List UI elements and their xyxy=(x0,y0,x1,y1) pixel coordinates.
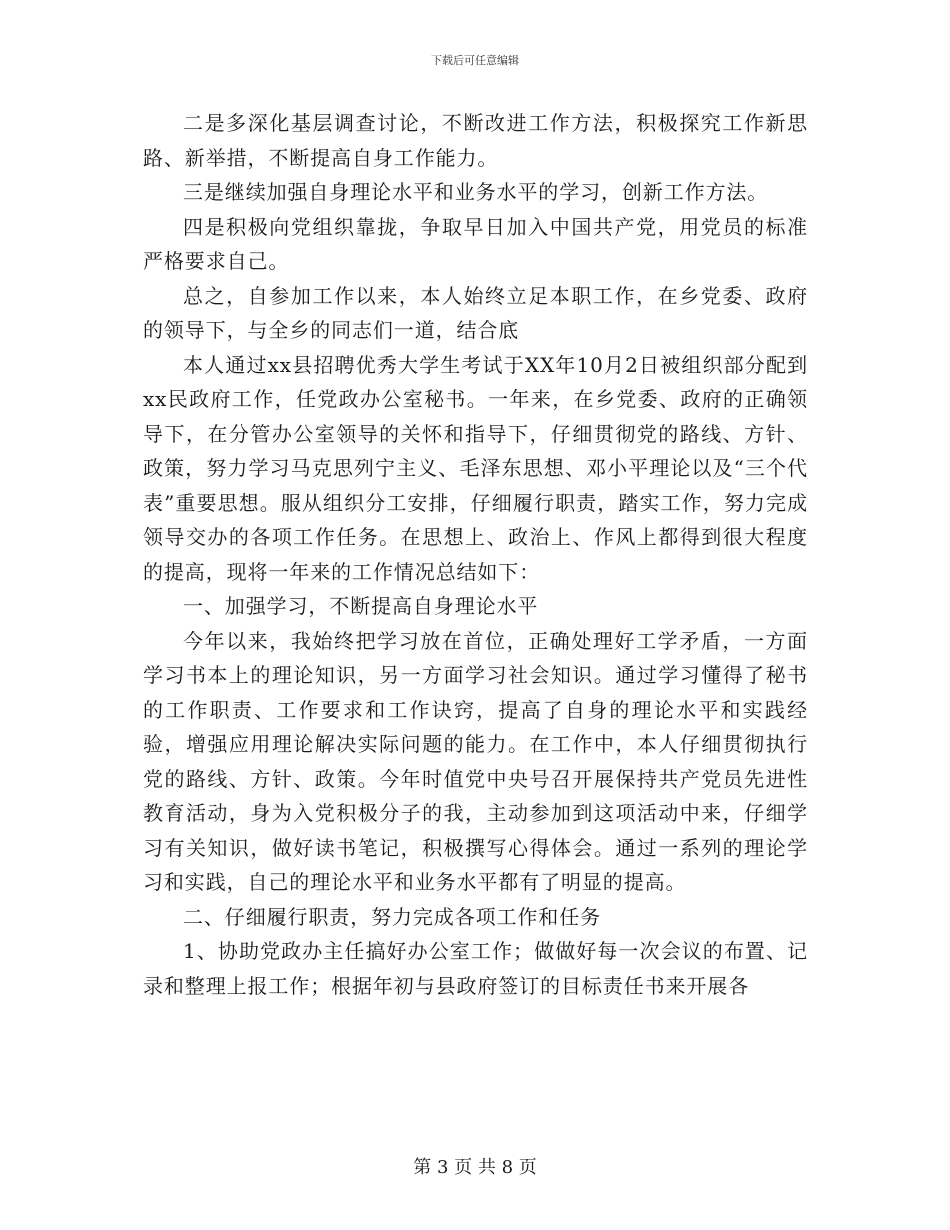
paragraph-point-four: 四是积极向党组织靠拢，争取早日加入中国共产党，用党员的标准严格要求自己。 xyxy=(143,214,808,273)
paragraph-point-three: 三是继续加强自身理论水平和业务水平的学习，创新工作方法。 xyxy=(183,180,769,204)
paragraph-duty-one: 1、协助党政办主任搞好办公室工作；做做好每一次会议的布置、记录和整理上报工作；根据年初与县政府签订的目标责任书来开展各 xyxy=(143,939,808,998)
page-number-footer: 第 3 页 共 8 页 xyxy=(413,1157,537,1178)
paragraph-study: 今年以来，我始终把学习放在首位，正确处理好工学矛盾，一方面学习书本上的理论知识，另一方面学习社会知识。通过学习懂得了秘书的工作职责、工作要求和工作诀窍，提高了自身的理论水平和实践经验，增强应用理论解决实际问题的能力。在工作中，本人仔细贯彻执行党的路线、方针、政策。今年时值党中央号召开展保持共产党员先进性教育活动，身为入党积极分子的我，主动参加到这项活动中来，仔细学习有关知识，做好读书笔记，积极撰写心得体会。通过一系列的理论学习和实践，自己的理论水平和业务水平都有了明显的提高。 xyxy=(143,628,808,894)
document-body xyxy=(143,106,808,1003)
section-heading-two: 二、仔细履行职责，努力完成各项工作和任务 xyxy=(183,904,601,929)
paragraph-point-two: 二是多深化基层调查讨论，不断改进工作方法，积极探究工作新思路、新举措，不断提高自身工作能力。 xyxy=(143,111,808,170)
paragraph-summary: 总之，自参加工作以来，本人始终立足本职工作，在乡党委、政府的领导下，与全乡的同志们一道，结合底 xyxy=(143,283,808,342)
section-heading-one: 一、加强学习，不断提高自身理论水平 xyxy=(183,594,539,618)
paragraph-introduction: 本人通过xx县招聘优秀大学生考试于XX年10月2日被组织部分配到xx民政府工作，任党政办公室秘书。一年来，在乡党委、政府的正确领导下，在分管办公室领导的关怀和指导下，仔细贯彻党的路线、方针、政策，努力学习马克思列宁主义、毛泽东思想、邓小平理论以及“三个代表”重要思想。服从组织分工安排，仔细履行职责，踏实工作，努力完成领导交办的各项工作任务。在思想上、政治上、作风上都得到很大程度的提高，现将一年来的工作情况总结如下： xyxy=(143,352,808,584)
page-header-note: 下载后可任意编辑 xyxy=(431,54,519,67)
